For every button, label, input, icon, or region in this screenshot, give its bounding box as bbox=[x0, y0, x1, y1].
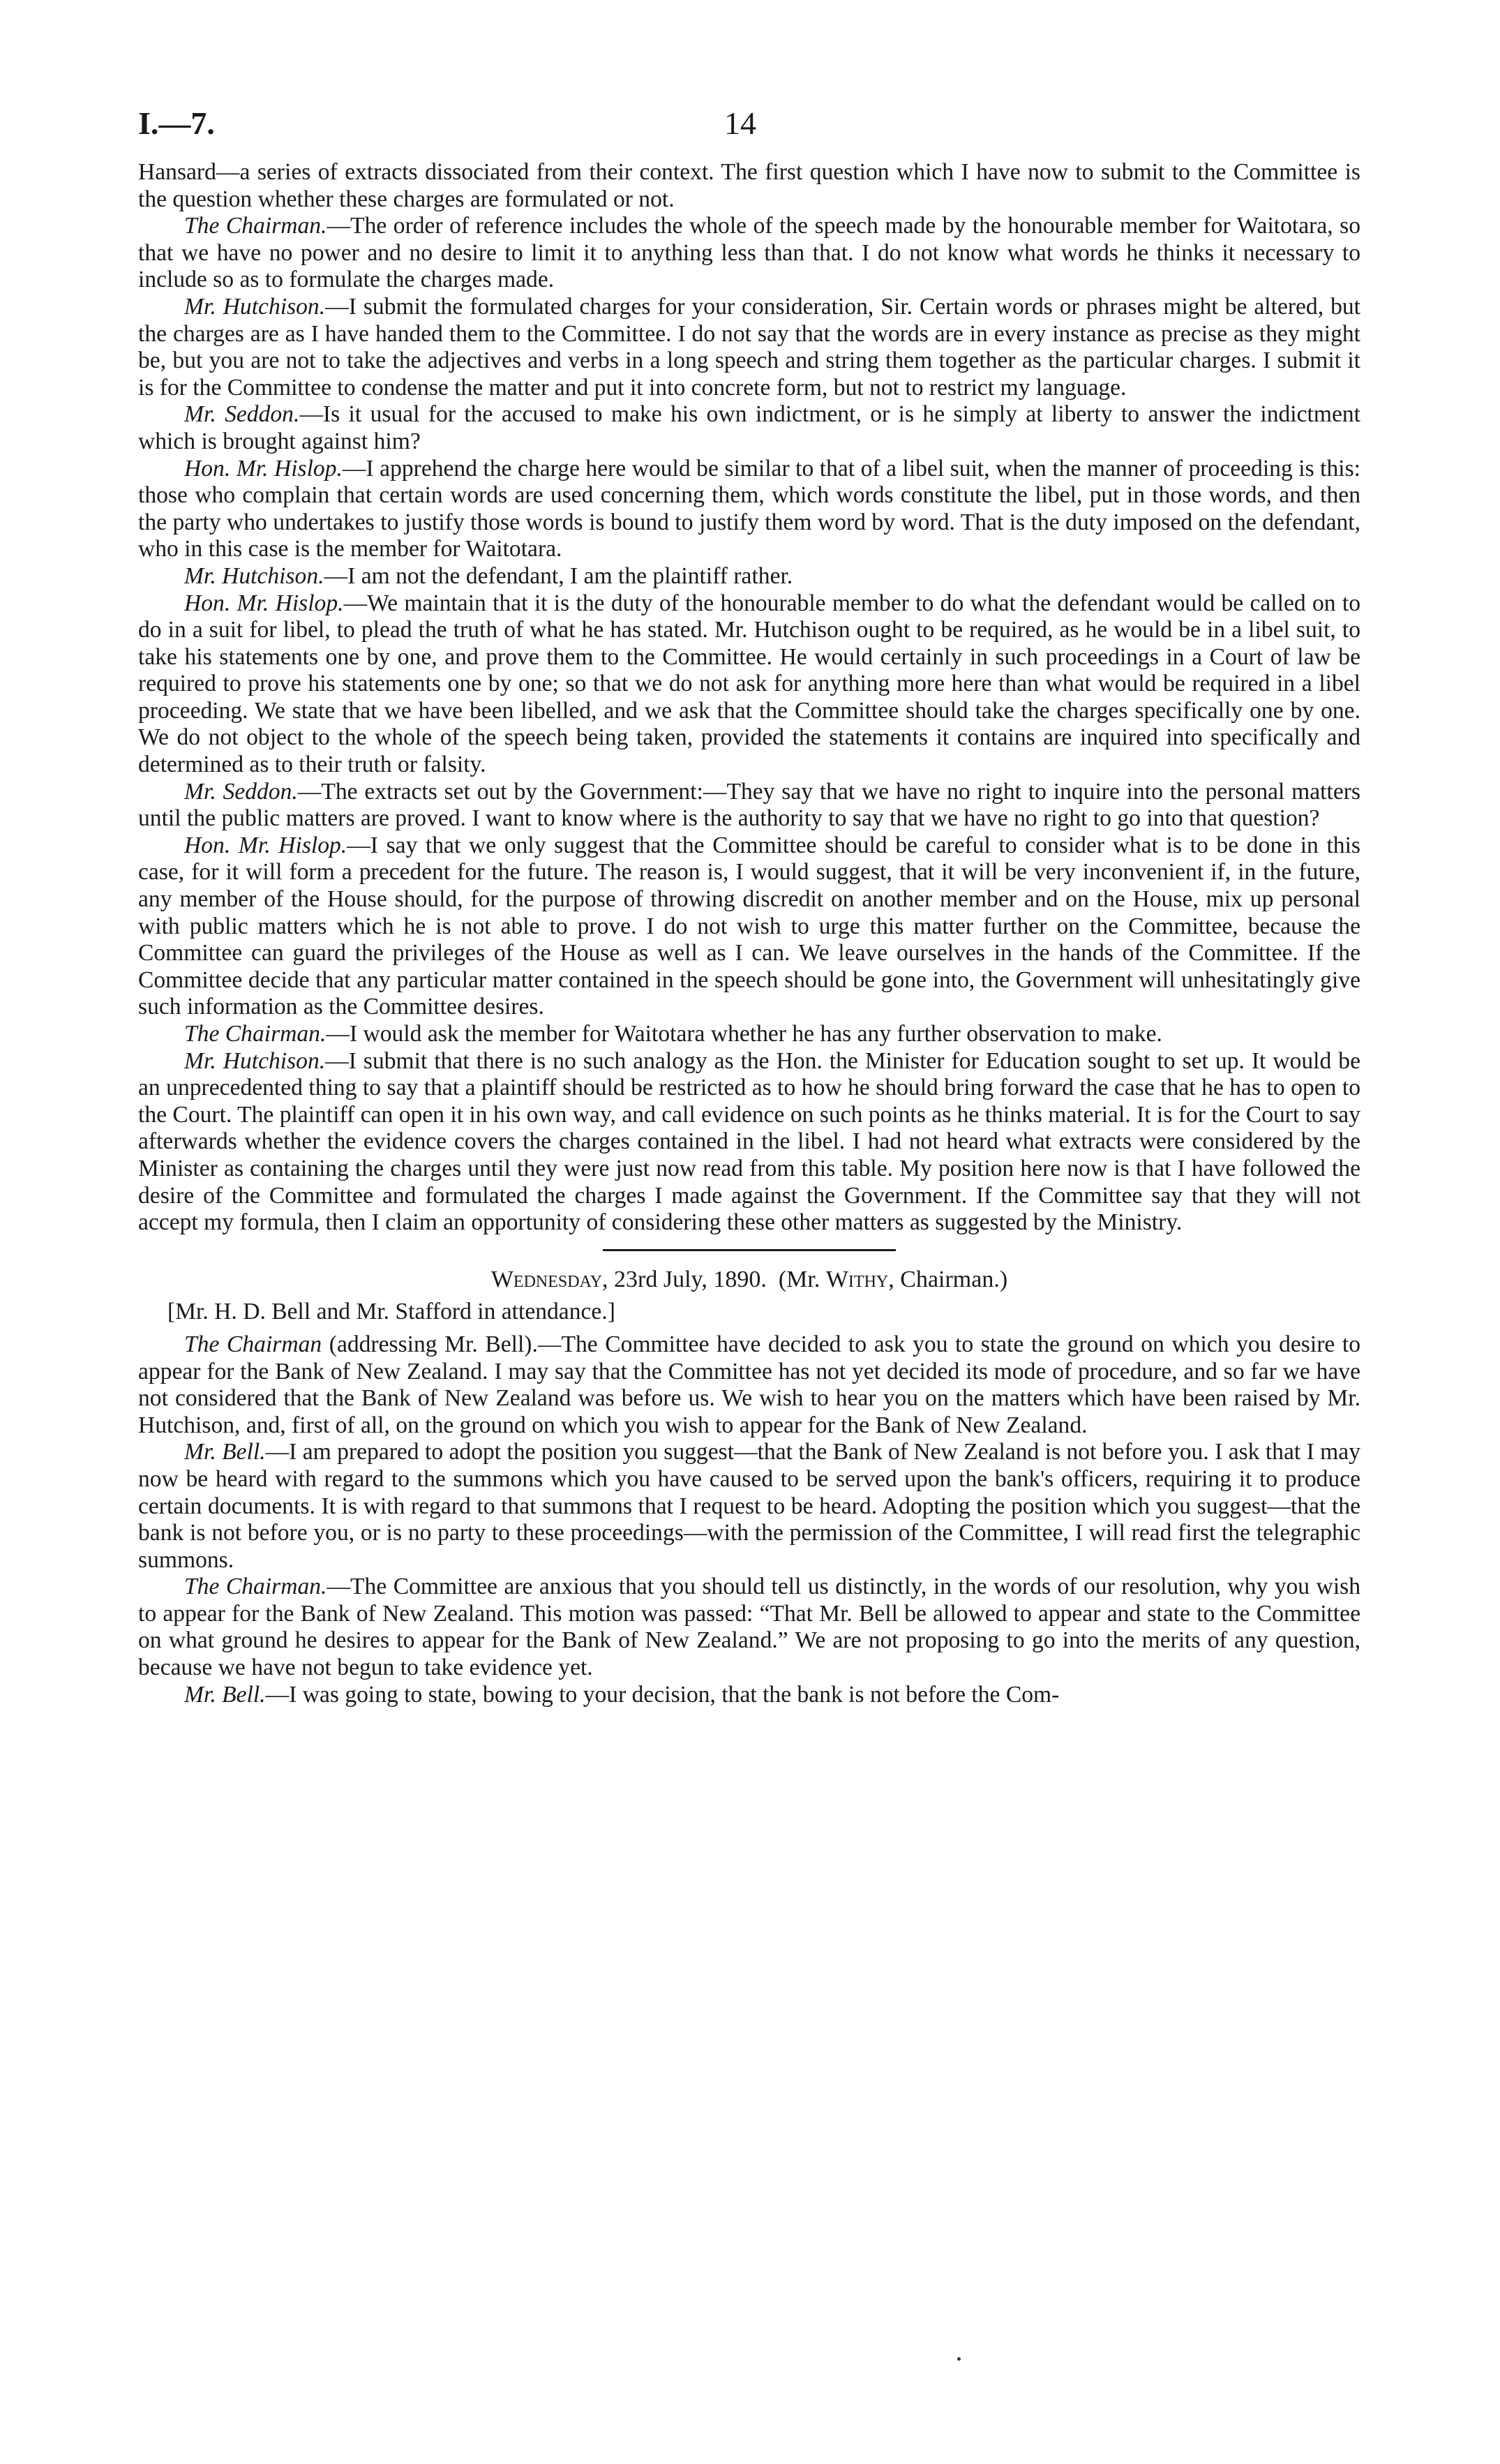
session-day: Wednesday bbox=[490, 1266, 603, 1292]
attendance-note: [Mr. H. D. Bell and Mr. Stafford in attendance.] bbox=[167, 1299, 615, 1325]
speech-paragraph bbox=[138, 1439, 1360, 1574]
page-number: 14 bbox=[724, 105, 756, 141]
speech-text: —We maintain that it is the duty of the honourable member to do what the defendant would be called on to do in a suit for libel, to plead the truth of what he has stated. Mr. Hutchison ought to be required, as he would be in a libel suit, to take his statements one by one, and prove them to the Committee. He would certainly in such proceedings in a Court of law be required to prove his statements one by one; so that we do not ask for anything more here than what would be required in a libel proceeding. We state that we have been libelled, and we ask that the Committee should take the charges specifically one by one. We do not object to the whole of the speech being taken, provided the statements it contains are inquired into specifically and determined as to their truth or falsity. bbox=[138, 590, 1360, 778]
speech-text: —I apprehend the charge here would be similar to that of a libel suit, when the manner of proceeding is this: those who complain that certain words are used concerning them, which words constitute the libel, put in those words, and then the party who undertakes to justify those words is bound to justify them word by word. That is the duty imposed on the defendant, who in this case is the member for Waitotara. bbox=[138, 455, 1361, 562]
speech-text: —I am not the defendant, I am the plaintiff rather. bbox=[324, 562, 793, 589]
speaker-name: Mr. Seddon. bbox=[184, 401, 300, 428]
speaker-name: Hon. Mr. Hislop. bbox=[184, 455, 343, 481]
speech-text: (addressing Mr. Bell).—The Committee have decided to ask you to state the ground on which you desire to appear for the Bank of New Zealand. I may say that the Committee has not yet decided its mode of procedure, and so far we have not considered that the Bank of New Zealand was before us. We wish to hear you on the matters which have been raised by Mr. Hutchison, and, first of all, on the ground on which you wish to appear for the Bank of New Zealand. bbox=[138, 1331, 1360, 1438]
speech-paragraph bbox=[138, 213, 1360, 294]
speech-text: —The extracts set out by the Government:—They say that we have no right to inquire into the personal matters until the public matters are proved. I want to know where is the authority to say that we have no right to go into that question? bbox=[138, 778, 1360, 832]
speech-text: —I submit that there is no such analogy as the Hon. the Minister for Education sought to set up. It would be an unprecedented thing to say that a plaintiff should be restricted as to how he should bring forward the case that he has to open to the Court. The plaintiff can open it in his own way, and call evidence on such points as he thinks material. It is for the Court to say afterwards whether the evidence covers the charges contained in the libel. I had not heard what extracts were considered by the Minister as containing the charges until they were just now read from this table. My position here now is that I have followed the desire of the Committee and formulated the charges I made against the Government. If the Committee say that they will not accept my formula, then I claim an opportunity of considering these other matters as suggested by the Ministry. bbox=[138, 1047, 1360, 1236]
speech-paragraph bbox=[138, 590, 1360, 779]
printer-mark bbox=[957, 2357, 961, 2361]
section-divider bbox=[603, 1249, 896, 1251]
speeches-part-2 bbox=[138, 1331, 1360, 1708]
speech-paragraph bbox=[138, 832, 1360, 1021]
speech-text: —I was going to state, bowing to your decision, that the bank is not before the Com- bbox=[265, 1681, 1060, 1708]
speaker-name: Mr. Bell. bbox=[184, 1681, 266, 1708]
speech-text: —Is it usual for the accused to make his own indictment, or is he simply at liberty to answer the indictment which is brought against him? bbox=[138, 401, 1360, 454]
speech-text: —The Committee are anxious that you should tell us distinctly, in the words of our resolution, why you wish to appear for the Bank of New Zealand. This motion was passed: “That Mr. Bell be allowed to appear and state to the Committee on what ground he desires to appear for the Bank of New Zealand.” We are not proposing to go into the merits of any question, because we have not begun to take evidence yet. bbox=[138, 1574, 1361, 1681]
opening-paragraph: Hansard—a series of extracts dissociated from their context. The first question which I have now to submit to the Committee is the question whether these charges are formulated or not. bbox=[138, 159, 1360, 212]
page-header bbox=[138, 105, 1360, 147]
speaker-name: Mr. Seddon. bbox=[184, 778, 298, 805]
speech-paragraph bbox=[138, 294, 1360, 401]
speaker-name: Mr. Hutchison. bbox=[184, 1047, 326, 1074]
speaker-name: The Chairman. bbox=[184, 1021, 327, 1047]
speech-paragraph bbox=[138, 1682, 1360, 1709]
speech-paragraph bbox=[138, 779, 1360, 832]
speech-paragraph bbox=[138, 1331, 1360, 1439]
speech-paragraph bbox=[138, 563, 1360, 590]
document-page bbox=[138, 105, 1360, 1708]
speaker-name: Mr. Bell. bbox=[184, 1439, 266, 1465]
speaker-name: Hon. Mr. Hislop. bbox=[184, 832, 347, 858]
speaker-name: Mr. Hutchison. bbox=[184, 562, 324, 589]
session-heading bbox=[138, 1267, 1360, 1294]
speech-paragraph bbox=[138, 1021, 1360, 1048]
session-chair-open: (Mr. bbox=[778, 1266, 826, 1292]
speech-paragraph bbox=[138, 456, 1360, 563]
session-chair-close: , Chairman.) bbox=[888, 1266, 1008, 1292]
speech-text: —I would ask the member for Waitotara whether he has any further observation to make. bbox=[326, 1021, 1162, 1047]
speaker-name: Hon. Mr. Hislop. bbox=[184, 590, 344, 616]
speech-text: —I say that we only suggest that the Committee should be careful to consider what is to be done in this case, for it will form a precedent for the future. The reason is, I would suggest, that it will be very inconvenient if, in the future, any member of the House should, for the purpose of throwing discredit on another member and on the House, mix up personal with public matters which he is not able to prove. I do not wish to urge this matter further on the Committee, because the Committee can guard the privileges of the House as well as I can. We leave ourselves in the hands of the Committee. If the Committee decide that any particular matter contained in the speech should be gone into, the Government will unhesitatingly give such information as the Committee desires. bbox=[138, 832, 1360, 1020]
speech-paragraph bbox=[138, 401, 1360, 455]
speech-text: —The order of reference includes the whole of the speech made by the honourable member for Waitotara, so that we have no power and no desire to limit it to anything less than that. I do not know what words he thinks it necessary to include so as to formulate the charges made. bbox=[138, 213, 1360, 293]
speech-text: —I submit the formulated charges for your consideration, Sir. Certain words or phrases might be altered, but the charges are as I have handed them to the Committee. I do not say that the words are in every instance as precise as they might be, but you are not to take the adjectives and verbs in a long speech and string them together as the particular charges. I submit it is for the Committee to condense the matter and put it into concrete form, but not to restrict my language. bbox=[138, 293, 1360, 401]
session-date: , 23rd July, 1890. bbox=[602, 1266, 767, 1292]
speeches-part-1 bbox=[138, 213, 1360, 1237]
speech-paragraph bbox=[138, 1048, 1360, 1237]
speaker-name: The Chairman. bbox=[184, 213, 327, 239]
speaker-name: The Chairman bbox=[184, 1331, 322, 1357]
document-body bbox=[138, 159, 1360, 1708]
speech-text: —I am prepared to adopt the position you suggest—that the Bank of New Zealand is not before you. I ask that I may now be heard with regard to the summons which you have caused to be served upon the bank's officers, requiring it to produce certain documents. It is with regard to that summons that I request to be heard. Adopting the position which you suggest—that the bank is not before you, or is no party to these proceedings—with the permission of the Committee, I will read first the telegraphic summons. bbox=[138, 1439, 1360, 1573]
speaker-name: Mr. Hutchison. bbox=[184, 293, 326, 320]
speech-paragraph bbox=[138, 1574, 1360, 1681]
speaker-name: The Chairman. bbox=[184, 1574, 327, 1600]
session-chair-name: Withy bbox=[825, 1266, 889, 1292]
paper-reference: I.—7. bbox=[138, 105, 215, 141]
